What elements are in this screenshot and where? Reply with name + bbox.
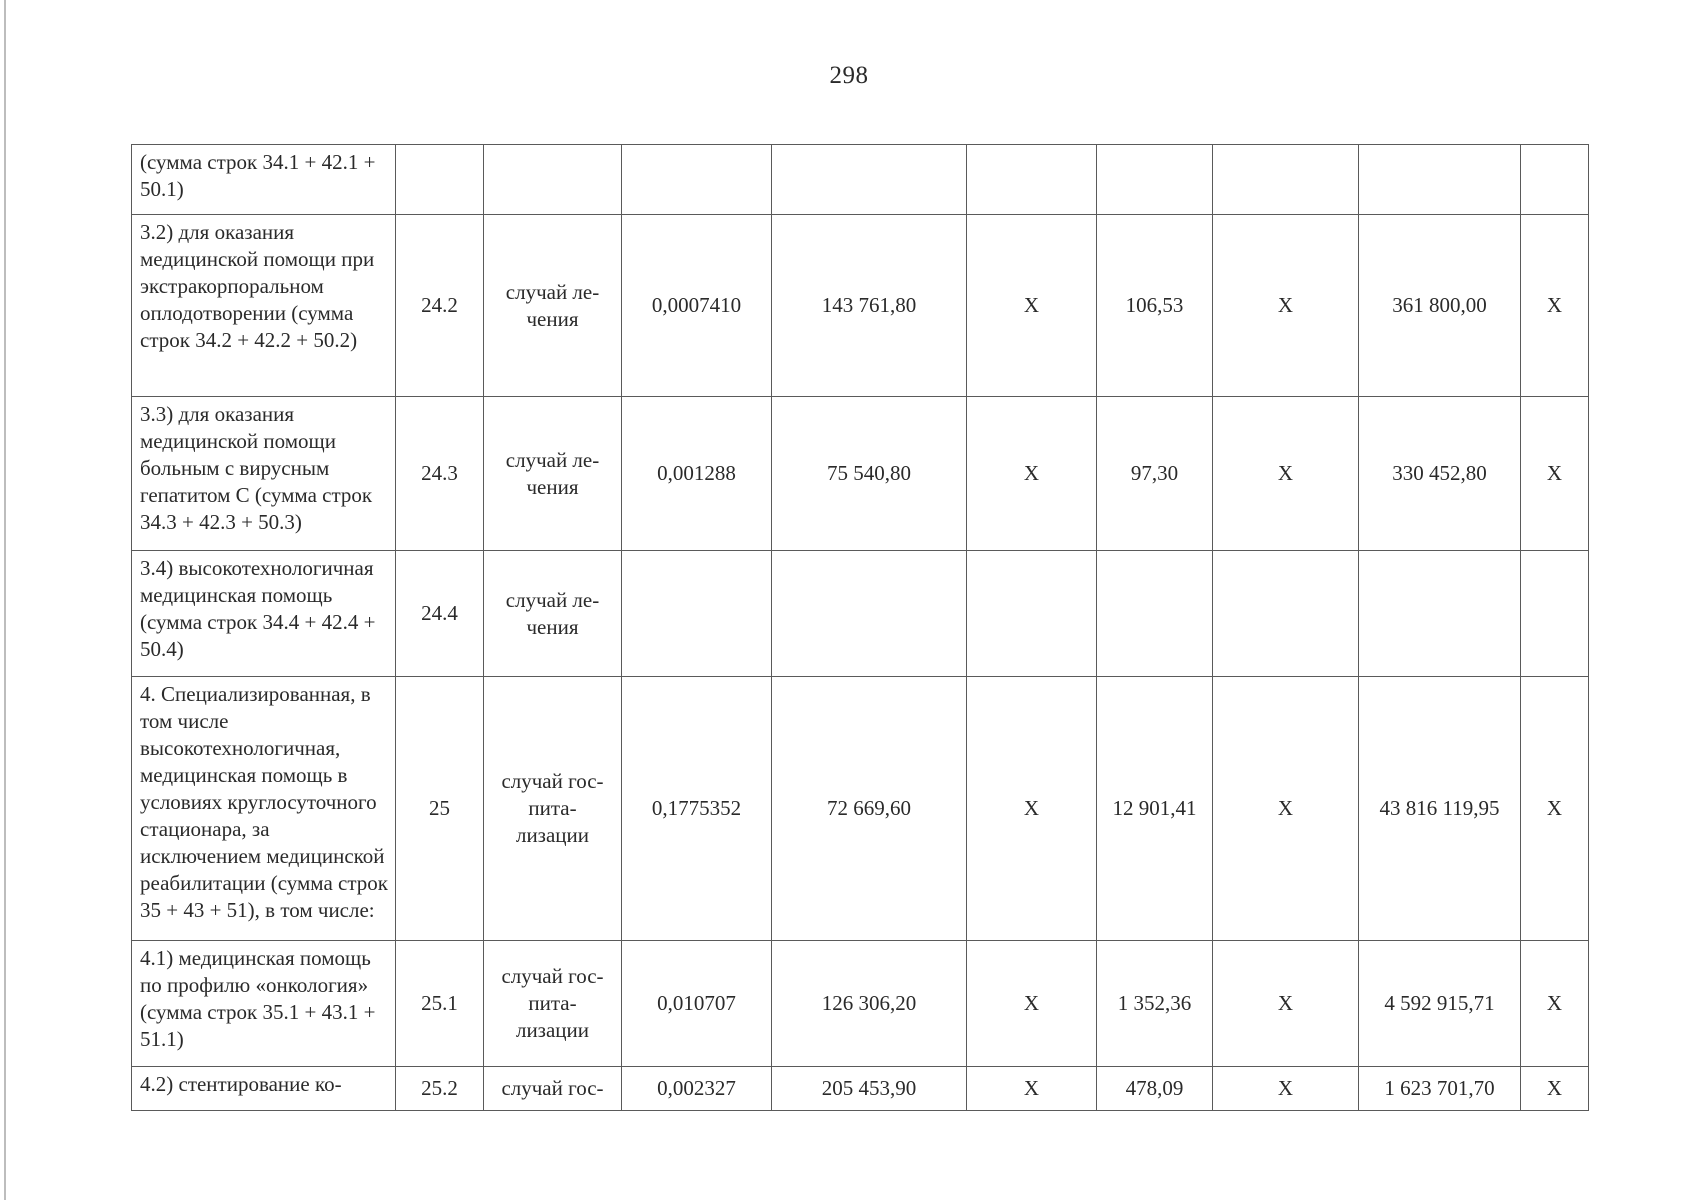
col9-cell: 1 623 701,70 [1359,1067,1521,1111]
table-row [132,215,1589,397]
col7-cell: 478,09 [1097,1067,1213,1111]
norm-cell [622,145,772,215]
col6-cell: X [967,941,1097,1067]
norm-cell [622,551,772,677]
unit-cell [484,551,622,677]
col10-cell: X [1521,941,1589,1067]
table-row [132,551,1589,677]
col8-cell: X [1213,677,1359,941]
unit-text: случай гос- пита- лизации [501,769,604,847]
norm-cell: 0,001288 [622,397,772,551]
col7-cell [1097,551,1213,677]
col8-cell [1213,551,1359,677]
col7-cell: 12 901,41 [1097,677,1213,941]
unit-text: случай ле- чения [505,447,600,499]
unit-cell [484,941,622,1067]
cost-cell: 75 540,80 [772,397,967,551]
col6-cell: X [967,677,1097,941]
cost-cell: 126 306,20 [772,941,967,1067]
row-number [396,145,484,215]
page-number: 298 [829,62,869,89]
col9-cell [1359,551,1521,677]
col10-cell: X [1521,677,1589,941]
norm-cell: 0,1775352 [622,677,772,941]
table-row [132,145,1589,215]
col9-cell: 330 452,80 [1359,397,1521,551]
norm-cell: 0,010707 [622,941,772,1067]
unit-cell [484,145,622,215]
row-name: 3.2) для оказания медицинской помощи при экстракорпоральном оплодотворении (сумма строк 34.2 + 42.2 + 50.2) [132,215,396,397]
table-row [132,1067,1589,1111]
scan-edge [4,0,6,1200]
cost-cell [772,145,967,215]
col6-cell: X [967,1067,1097,1111]
col10-cell: X [1521,397,1589,551]
cost-cell: 72 669,60 [772,677,967,941]
col8-cell: X [1213,397,1359,551]
unit-text: случай гос- пита- лизации [501,964,604,1042]
col10-cell [1521,145,1589,215]
col9-cell: 43 816 119,95 [1359,677,1521,941]
col7-cell: 1 352,36 [1097,941,1213,1067]
row-name: 4. Специализированная, в том числе высокотехнологичная, медицинская помощь в условиях круглосуточного стационара, за исключением медицинской реабилитации (сумма строк 35 + 43 + 51), в том числе: [132,677,396,941]
row-name: 4.1) медицинская помощь по профилю «онкология» (сумма строк 35.1 + 43.1 + 51.1) [132,941,396,1067]
col6-cell [967,145,1097,215]
col9-cell [1359,145,1521,215]
row-name: 3.3) для оказания медицинской помощи больным с вирусным гепатитом С (сумма строк 34.3 + 42.3 + 50.3) [132,397,396,551]
col10-cell [1521,551,1589,677]
col6-cell [967,551,1097,677]
unit-cell [484,1067,622,1111]
table-row [132,397,1589,551]
norm-cell: 0,0007410 [622,215,772,397]
row-name: 3.4) высокотехнологичная медицинская помощь (сумма строк 34.4 + 42.4 + 50.4) [132,551,396,677]
unit-text: случай гос- [501,1076,604,1100]
row-number: 25.1 [396,941,484,1067]
table-row [132,677,1589,941]
row-number: 25.2 [396,1067,484,1111]
col6-cell: X [967,397,1097,551]
cost-cell [772,551,967,677]
col10-cell: X [1521,215,1589,397]
col8-cell: X [1213,941,1359,1067]
col6-cell: X [967,215,1097,397]
row-number: 24.4 [396,551,484,677]
unit-cell [484,397,622,551]
col7-cell: 97,30 [1097,397,1213,551]
unit-cell [484,677,622,941]
col8-cell: X [1213,1067,1359,1111]
row-name: (сумма строк 34.1 + 42.1 + 50.1) [132,145,396,215]
row-number: 24.2 [396,215,484,397]
cost-cell: 143 761,80 [772,215,967,397]
table-row [132,941,1589,1067]
row-number: 24.3 [396,397,484,551]
col8-cell [1213,145,1359,215]
col9-cell: 361 800,00 [1359,215,1521,397]
table-body [132,145,1589,1111]
cost-cell: 205 453,90 [772,1067,967,1111]
col9-cell: 4 592 915,71 [1359,941,1521,1067]
col7-cell: 106,53 [1097,215,1213,397]
row-number: 25 [396,677,484,941]
unit-text: случай ле- чения [505,587,600,639]
unit-cell [484,215,622,397]
data-table [131,144,1589,1111]
col7-cell [1097,145,1213,215]
col10-cell: X [1521,1067,1589,1111]
norm-cell: 0,002327 [622,1067,772,1111]
unit-text: случай ле- чения [505,279,600,331]
row-name: 4.2) стентирование ко- [132,1067,396,1111]
col8-cell: X [1213,215,1359,397]
